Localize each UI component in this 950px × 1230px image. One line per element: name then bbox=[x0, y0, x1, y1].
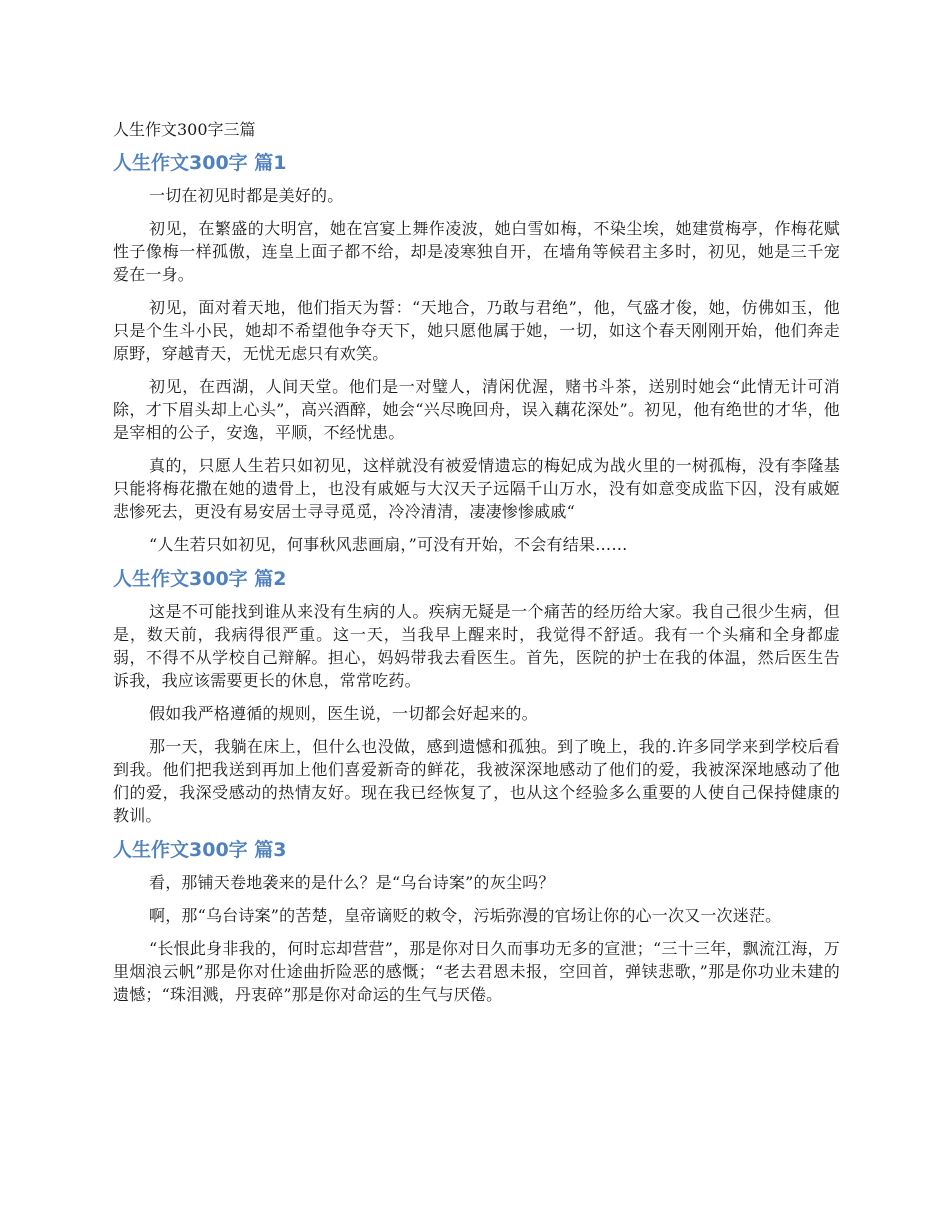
section-1 bbox=[113, 150, 840, 556]
paragraph: 这是不可能找到谁从来没有生病的人。疾病无疑是一个痛苦的经历给大家。我自己很少生病，但是，数天前，我病得很严重。这一天，当我早上醒来时，我觉得不舒适。我有一个头痛和全身都虚弱，不得不从学校自己辩解。担心，妈妈带我去看医生。首先，医院的护士在我的体温，然后医生告诉我，我应该需要更长的休息，常常吃药。 bbox=[113, 602, 840, 690]
document-title: 人生作文300字三篇 bbox=[113, 120, 256, 139]
paragraph: 假如我严格遵循的规则，医生说，一切都会好起来的。 bbox=[149, 704, 538, 723]
section-3 bbox=[113, 837, 840, 1006]
paragraph: “长恨此身非我的，何时忘却营营”，那是你对日久而事功无多的宣泄；“三十三年，飘流江海，万里烟浪云帆”那是你对仕途曲折险恶的感慨；“老去君恩未报，空回首，弹铗悲歌，”那是你功业未建的遗憾；“珠泪溅，丹衷碎”那是你对命运的生气与厌倦。 bbox=[113, 939, 840, 1004]
paragraph: 看，那铺天卷地袭来的是什么？是“乌台诗案”的灰尘吗？ bbox=[149, 873, 555, 892]
paragraph: 初见，在繁盛的大明宫，她在宫宴上舞作凌波，她白雪如梅，不染尘埃，她建赏梅亭，作梅花赋性子像梅一样孤傲，连皇上面子都不给，却是凌寒独自开，在墙角等候君主多时，初见，她是三千宠爱在一身。 bbox=[113, 219, 840, 284]
paragraph: “人生若只如初见，何事秋风悲画扇，”可没有开始，不会有结果…… bbox=[149, 535, 628, 554]
paragraph: 初见，面对着天地，他们指天为誓：“天地合，乃敢与君绝”，他，气盛才俊，她，仿佛如玉，他只是个生斗小民，她却不希望他争夺天下，她只愿他属于她，一切，如这个春天刚刚开始，他们奔走原野，穿越青天，无忧无虑只有欢笑。 bbox=[113, 298, 840, 363]
section-heading: 人生作文300字 篇3 bbox=[113, 839, 287, 861]
section-heading: 人生作文300字 篇2 bbox=[113, 568, 287, 590]
paragraph: 那一天，我躺在床上，但什么也没做，感到遗憾和孤独。到了晚上，我的.许多同学来到学校后看到我。他们把我送到再加上他们喜爱新奇的鲜花，我被深深地感动了他们的爱，我被深深地感动了他们的爱，我深受感动的热情友好。现在我已经恢复了，也从这个经验多么重要的人使自己保持健康的教训。 bbox=[113, 737, 840, 825]
paragraph: 啊，那“乌台诗案”的苦楚，皇帝谪贬的敕令，污垢弥漫的官场让你的心一次又一次迷茫。 bbox=[149, 906, 782, 925]
paragraph: 真的，只愿人生若只如初见，这样就没有被爱情遗忘的梅妃成为战火里的一树孤梅，没有李隆基只能将梅花撒在她的遗骨上，也没有戚姬与大汉天子远隔千山万水，没有如意变成监下囚，没有戚姬悲惨死去，更没有易安居士寻寻觅觅，冷冷清清，凄凄惨惨戚戚“ bbox=[113, 456, 840, 521]
document-page bbox=[113, 118, 840, 1016]
paragraph: 一切在初见时都是美好的。 bbox=[149, 186, 344, 205]
section-2 bbox=[113, 566, 840, 827]
paragraph: 初见，在西湖，人间天堂。他们是一对璧人，清闲优渥，赌书斗茶，送别时她会“此情无计可消除，才下眉头却上心头”，高兴酒醉，她会“兴尽晚回舟，误入藕花深处”。初见，他有绝世的才华，他是宰相的公子，安逸，平顺，不经忧患。 bbox=[113, 377, 840, 442]
section-heading: 人生作文300字 篇1 bbox=[113, 152, 287, 174]
